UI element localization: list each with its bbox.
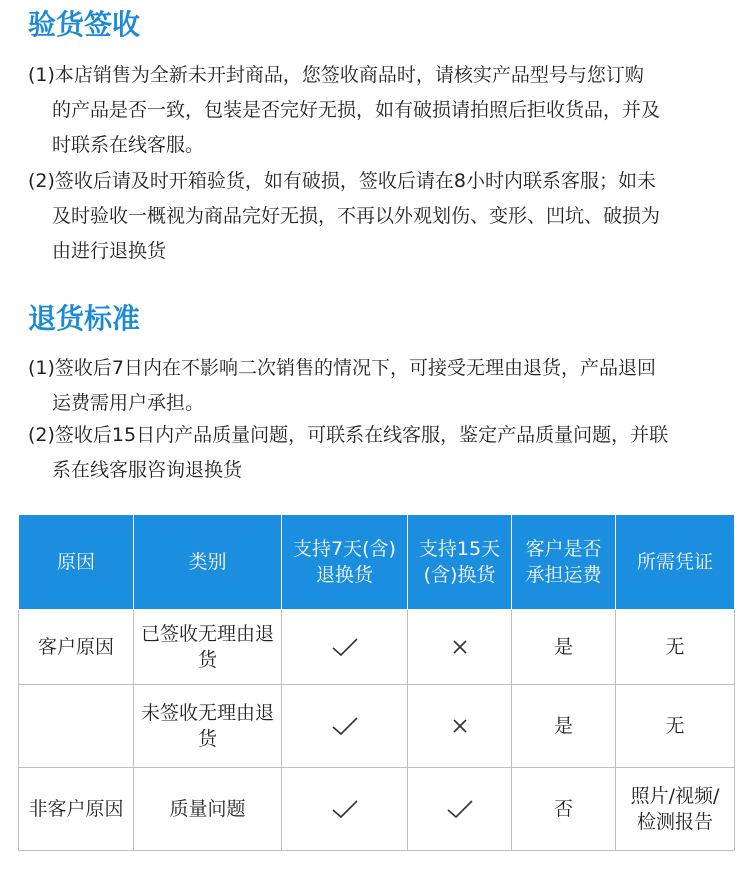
cell-support-15 (408, 610, 512, 685)
inspection-item-1-line-3: 时联系在线客服。 (52, 134, 205, 156)
header-category: 类别 (134, 515, 282, 610)
inspection-item-1 (28, 58, 728, 163)
cell-support-7 (282, 610, 408, 685)
returns-item-2 (28, 418, 728, 488)
cell-support-15 (408, 768, 512, 851)
cell-shipping: 是 (512, 610, 616, 685)
check-icon (330, 714, 360, 738)
header-support-7-days: 支持7天(含)退换货 (282, 515, 408, 610)
inspection-item-2-line-3: 由进行退换货 (52, 240, 167, 262)
check-icon (330, 635, 360, 659)
returns-item-1 (28, 351, 728, 421)
inspection-item-2-line-2: 及时验收一概视为商品完好无损，不再以外观划伤、变形、凹坑、破损为 (52, 205, 661, 227)
cell-support-7 (282, 768, 408, 851)
cell-shipping: 否 (512, 768, 616, 851)
cell-support-7 (282, 685, 408, 768)
returns-item-1-line-2: 运费需用户承担。 (52, 392, 205, 414)
cell-shipping: 是 (512, 685, 616, 768)
cell-category: 质量问题 (134, 768, 282, 851)
inspection-item-2-line-1: (2)签收后请及时开箱验货，如有破损，签收后请在8小时内联系客服；如未 (28, 170, 657, 192)
cell-reason: 客户原因 (19, 610, 134, 685)
cross-icon (451, 638, 469, 656)
inspection-title: 验货签收 (28, 8, 141, 41)
return-policy-table (18, 514, 735, 851)
inspection-item-2 (28, 164, 728, 269)
inspection-item-1-line-1: (1)本店销售为全新未开封商品，您签收商品时，请核实产品型号与您订购 (28, 64, 644, 86)
cell-support-15 (408, 685, 512, 768)
table-row (19, 768, 735, 851)
table-row (19, 610, 735, 685)
cell-proof: 无 (616, 685, 735, 768)
cell-proof: 照片/视频/检测报告 (616, 768, 735, 851)
returns-item-2-line-2: 系在线客服咨询退换货 (52, 459, 243, 481)
check-icon (330, 797, 360, 821)
returns-item-1-line-1: (1)签收后7日内在不影响二次销售的情况下，可接受无理由退货，产品退回 (28, 357, 657, 379)
table-header-row (19, 515, 735, 610)
inspection-item-1-line-2: 的产品是否一致，包装是否完好无损，如有破损请拍照后拒收货品，并及 (52, 99, 661, 121)
returns-title: 退货标准 (28, 302, 141, 335)
cell-reason (19, 685, 134, 768)
header-reason: 原因 (19, 515, 134, 610)
cell-category: 未签收无理由退货 (134, 685, 282, 768)
cross-icon (451, 717, 469, 735)
returns-item-2-line-1: (2)签收后15日内产品质量问题，可联系在线客服，鉴定产品质量问题，并联 (28, 424, 669, 446)
check-icon (445, 797, 475, 821)
header-support-15-days: 支持15天(含)换货 (408, 515, 512, 610)
header-proof: 所需凭证 (616, 515, 735, 610)
cell-proof: 无 (616, 610, 735, 685)
header-shipping-fee: 客户是否承担运费 (512, 515, 616, 610)
table-row (19, 685, 735, 768)
cell-category: 已签收无理由退货 (134, 610, 282, 685)
cell-reason: 非客户原因 (19, 768, 134, 851)
